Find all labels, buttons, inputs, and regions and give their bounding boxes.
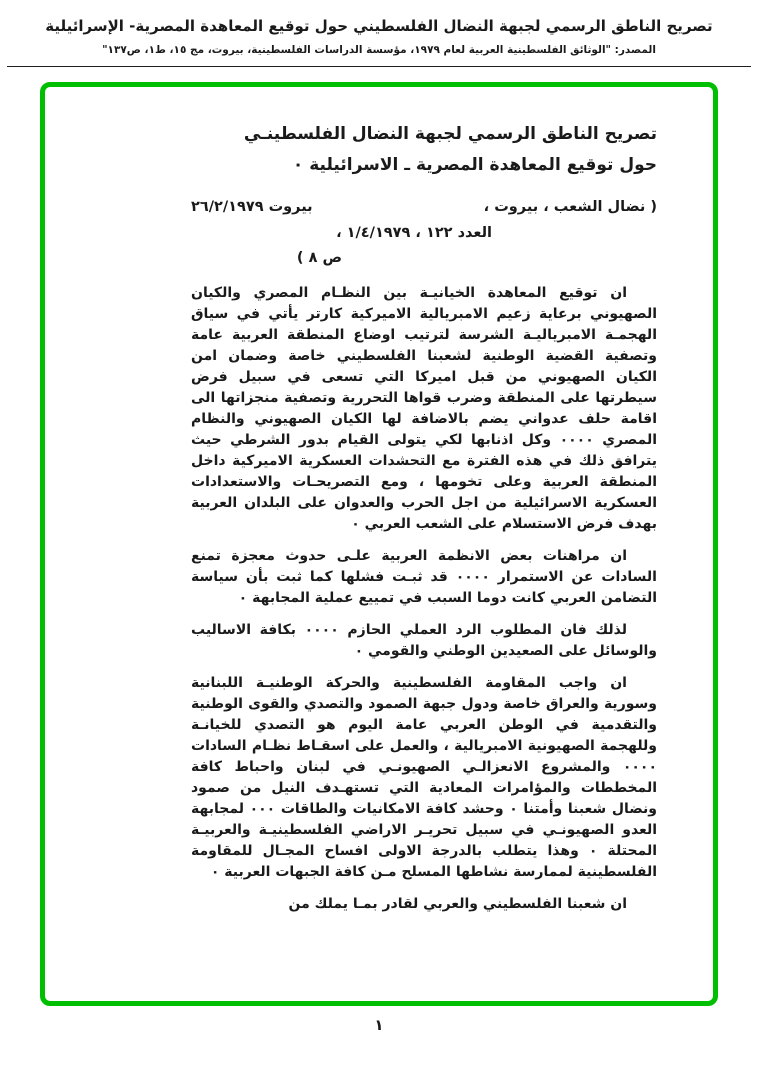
dateline-citation-issue: العدد ١٢٢ ، ١/٤/١٩٧٩ ، bbox=[336, 224, 492, 241]
paragraph: ان توقيع المعاهدة الخيانيـة بين النظـام المصري والكيان الصهيوني برعاية زعيم الامبريالية الاميركية كارتر يأتي في سياق الهجمـة الامبرياليـة الشرسة لترتيب اوضاع المنطقة العربية عامة وتصفية القضية الوطنية لشعبنا الفلسطيني خاصة وضمان امن الكيان الصهيوني من قبل اميركا التي تسعى في سبيل فرض سيطرتها على المنطقة وضرب قواها التحررية وتصفية منجزاتها الى اقامة حلف عدواني يضم بالاضافة لها الكيان الصهيوني والنظام المصري ٠٠٠٠ وكل اذنابها لكي يتولى القيام بدور الشرطي حيث يترافق ذلك في هذه الفترة مع التحشدات العسكرية الاميركية داخل المنطقة العربية وعلى تخومها ، ومع التصريحـات والاستعدادات العسكرية الاسرائيلية من اجل الحرب والعدوان على البلدان العربية بهدف فرض الاستسلام على الشعب العربي ٠ bbox=[191, 285, 657, 533]
paragraph: لذلك فان المطلوب الرد العملي الحازم ٠٠٠٠ بكافة الاساليب والوسائل على الصعيدين الوطني والقومي ٠ bbox=[191, 622, 657, 660]
closing-paragraph: ان شعبنا الفلسطيني والعربي لقادر بمـا يملك من bbox=[288, 896, 627, 913]
dateline-citation-page: ص ٨ ) bbox=[296, 249, 342, 266]
document-title-line2: حول توقيع المعاهدة المصرية ـ الاسرائيلية ٠ bbox=[292, 154, 657, 175]
dateline-row1 bbox=[191, 195, 657, 220]
document-content bbox=[45, 87, 713, 1001]
paragraph: ان واجب المقاومة الفلسطينية والحركة الوطنيـة اللبنانية وسورية والعراق خاصة ودول جبهة الصمود والتصدي والقوى الوطنية والتقدمية في الوطن العربي عامة اليوم هو التصدي للخيانـة وللهجمة الصهيونية الامبريالية ، والعمل على اسقـاط نظـام السادات ٠٠٠٠ والمشروع الانعزالـي الصهيونـي في لبنان واحباط كافة المخططات والمؤامرات المعادية التي تستهـدف النيل من صمود ونضال شعبنا وأمتنا ٠ وحشد كافة الامكانيات والطاقات ٠٠٠ لمجابهة العدو الصهيونـي في سبيل تحريـر الاراضي الفلسطينيـة والعربيـة المحتلة ٠ وهذا يتطلب بالدرجة الاولى افساح المجـال للمقاومة الفلسطينية لممارسة نشاطها المسلح مـن كافة الجبهات العربية ٠ bbox=[191, 675, 657, 881]
document-frame bbox=[40, 82, 718, 1006]
document-title-line1: تصريح الناطق الرسمي لجبهة النضال الفلسطينـي bbox=[243, 124, 657, 144]
page-header-title: تصريح الناطق الرسمي لجبهة النضال الفلسطيني حول توقيع المعاهدة المصرية- الإسرائيلية bbox=[45, 17, 713, 35]
dateline-citation-start: ( نضال الشعب ، بيروت ، bbox=[483, 199, 657, 216]
dateline bbox=[191, 195, 657, 271]
header-divider bbox=[7, 66, 751, 67]
paragraph: ان مراهنات بعض الانظمة العربية علـى حدوث معجزة تمنع السادات عن الاستمرار ٠٠٠٠ قد ثبـت فشلها كما ثبت بأن سياسة التضامن العربي كانت دوما السبب في تمييع عملية المجابهة ٠ bbox=[191, 548, 657, 607]
source-citation: المصدر: "الوثائق الفلسطينية العربية لعام ١٩٧٩، مؤسسة الدراسات الفلسطينية، بيروت، مج ١٥، ط١، ص١٣٧" bbox=[102, 44, 656, 56]
document-title bbox=[191, 119, 657, 180]
dateline-place-date: بيروت ٢٦/٢/١٩٧٩ bbox=[191, 199, 313, 216]
page-number: ١ bbox=[374, 1016, 384, 1034]
